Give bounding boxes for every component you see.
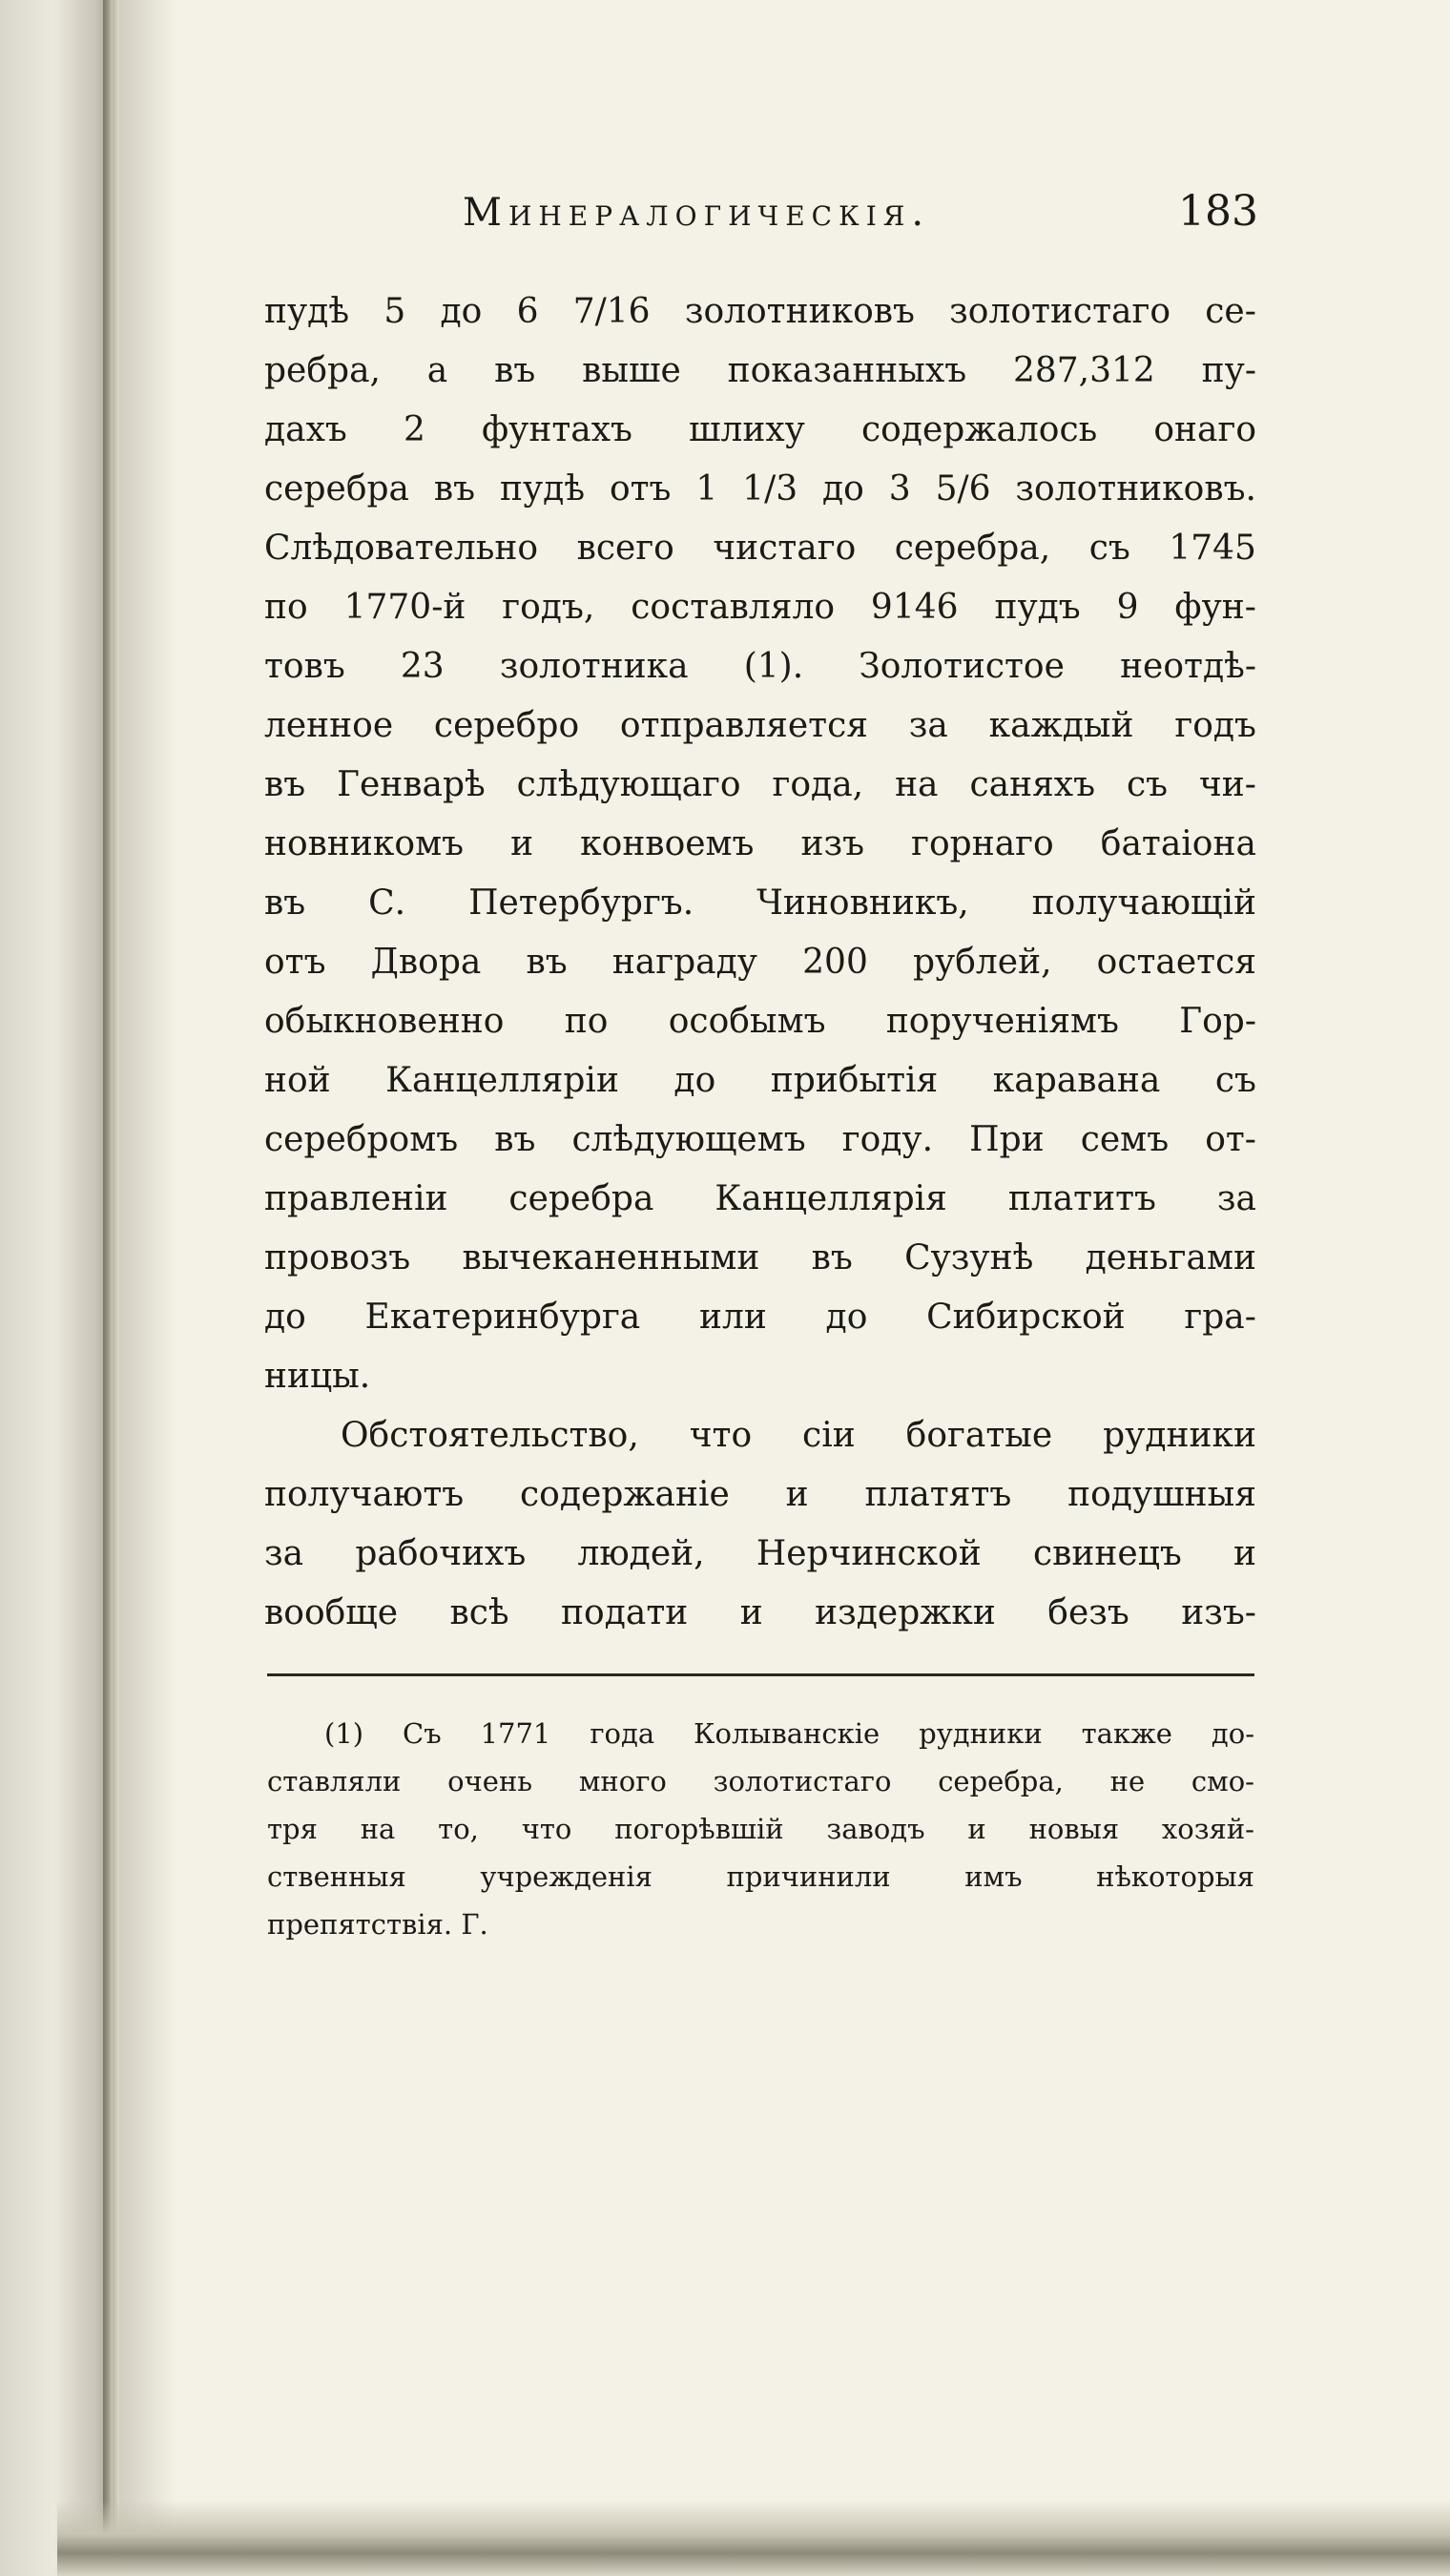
- body-line: по 1770-й годъ, составляло 9146 пудъ 9 фун-: [264, 588, 1256, 627]
- body-line: въ С. Петербургъ. Чиновникъ, получающій: [264, 883, 1256, 923]
- footnote-line: (1) Съ 1771 года Колыванскіе рудники также до-: [324, 1717, 1254, 1750]
- body-line: до Екатеринбурга или до Сибирской гра-: [264, 1298, 1256, 1337]
- footnote-line: ставляли очень много золотистаго серебра, не смо-: [267, 1765, 1254, 1797]
- footnote-line: препятствія. Г.: [267, 1908, 488, 1941]
- body-line: Слѣдовательно всего чистаго серебра, съ 1745: [264, 529, 1256, 568]
- page-bottom-edge: [57, 2500, 1450, 2576]
- book-gutter: [0, 0, 119, 2576]
- body-line: отъ Двора въ награду 200 рублей, остается: [264, 943, 1256, 982]
- body-line: ленное серебро отправляется за каждый годъ: [264, 706, 1256, 745]
- body-line: въ Генварѣ слѣдующаго года, на саняхъ съ чи-: [264, 765, 1256, 804]
- body-line: пудѣ 5 до 6 7/16 золотниковъ золотистаго се-: [264, 292, 1256, 331]
- body-line: вообще всѣ подати и издержки безъ изъ-: [264, 1593, 1256, 1632]
- body-line: правленіи серебра Канцеллярія платитъ за: [264, 1179, 1256, 1218]
- body-text: [264, 282, 1256, 1643]
- body-line: новникомъ и конвоемъ изъ горнаго батаіона: [264, 824, 1256, 863]
- book-page: [119, 0, 1450, 2500]
- body-line: за рабочихъ людей, Нерчинской свинецъ и: [264, 1534, 1256, 1573]
- body-line: серебромъ въ слѣдующемъ году. При семъ от-: [264, 1120, 1256, 1159]
- body-line: дахъ 2 фунтахъ шлиху содержалось онаго: [264, 410, 1256, 449]
- footnote-line: тря на то, что погорѣвшій заводъ и новыя хозяй-: [267, 1813, 1254, 1845]
- body-line: товъ 23 золотника (1). Золотистое неотдѣ-: [264, 647, 1256, 686]
- body-line: ребра, а въ выше показанныхъ 287,312 пу-: [264, 351, 1256, 390]
- binding-crease: [103, 0, 113, 2576]
- body-line: получаютъ содержаніе и платятъ подушныя: [264, 1475, 1256, 1514]
- body-line: серебра въ пудѣ отъ 1 1/3 до 3 5/6 золотниковъ.: [264, 469, 1256, 509]
- body-line: провозъ вычеканенными въ Сузунѣ деньгами: [264, 1238, 1256, 1278]
- body-line: ницы.: [264, 1357, 371, 1396]
- body-line: ной Канцелляріи до прибытія каравана съ: [264, 1061, 1256, 1100]
- body-line: Обстоятельство, что сіи богатые рудники: [341, 1416, 1256, 1455]
- footnote-line: ственныя учрежденія причинили имъ нѣкоторыя: [267, 1860, 1254, 1893]
- footnote: [267, 1710, 1254, 1948]
- body-line: обыкновенно по особымъ порученіямъ Гор-: [264, 1002, 1256, 1041]
- running-title: Минералогическія.: [463, 191, 931, 235]
- footnote-rule: [267, 1673, 1254, 1676]
- page-number: 183: [1178, 187, 1258, 236]
